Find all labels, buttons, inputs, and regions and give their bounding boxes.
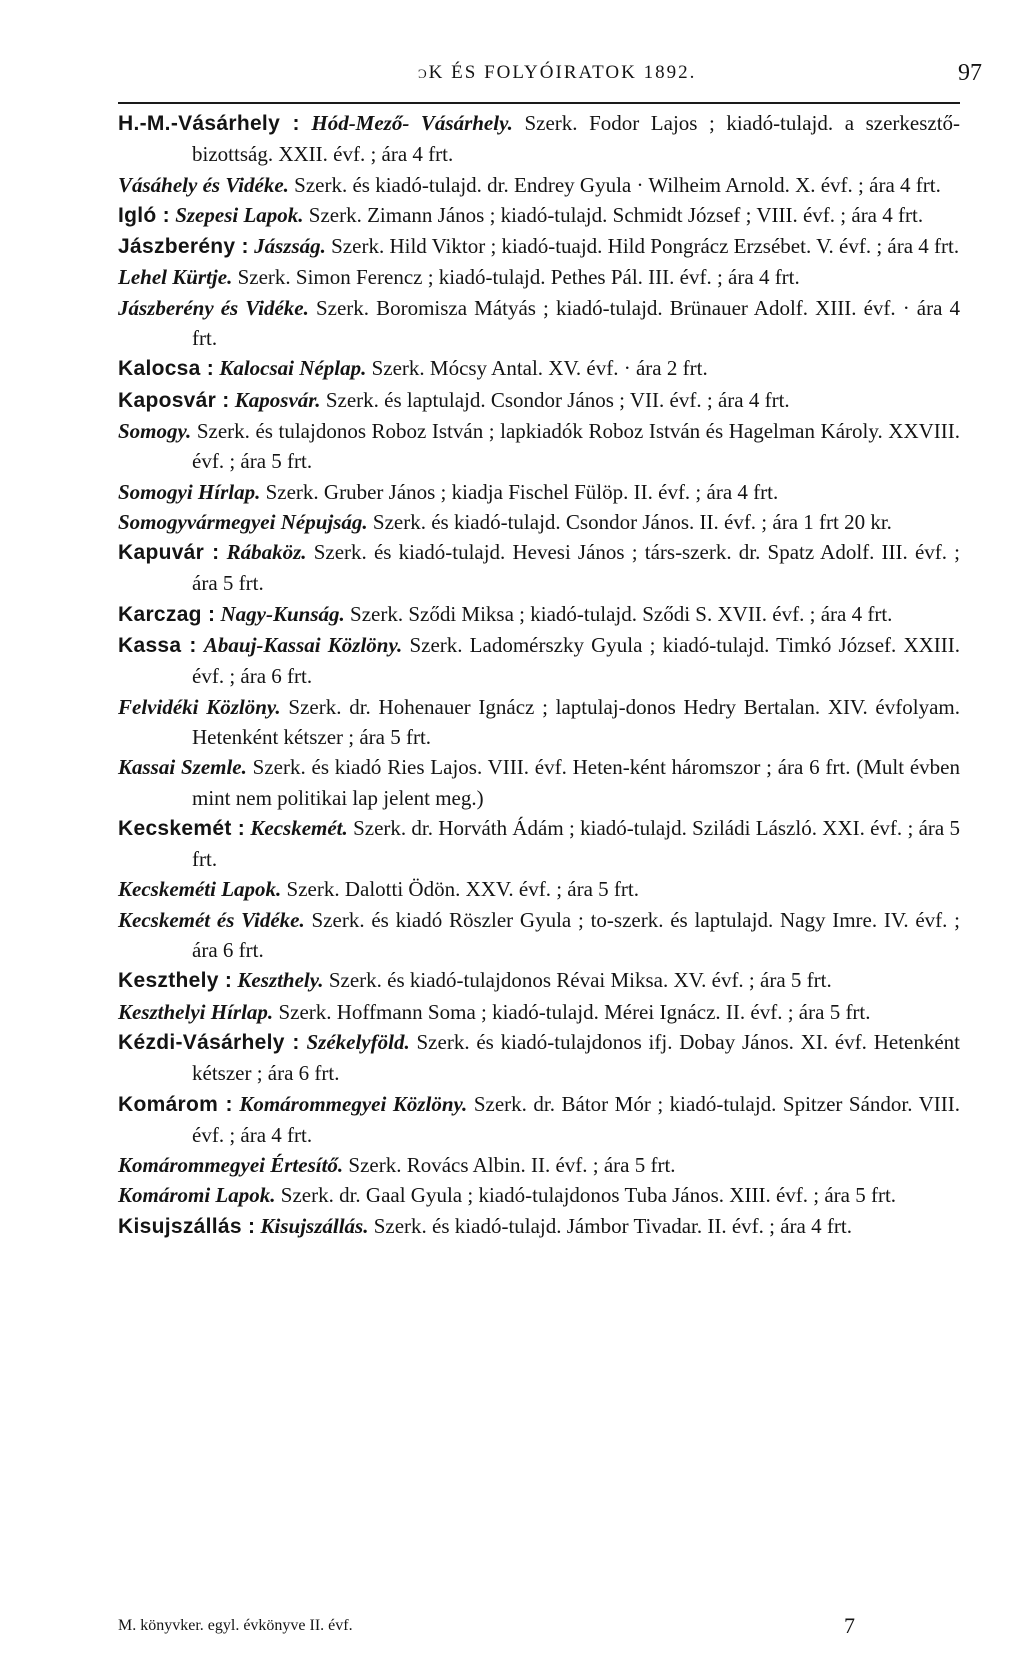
publication-title: Somogyi Hírlap. bbox=[118, 479, 261, 504]
publication-title: Székelyföld. bbox=[306, 1029, 410, 1054]
list-item bbox=[118, 477, 960, 507]
town-name: Kassa : bbox=[118, 634, 197, 658]
town-name: H.-M.-Vásárhely : bbox=[118, 112, 300, 135]
entry-details: Szerk. és tulajdonos Roboz István ; lapkiadók Roboz István és Hagelman Károly. XXVIII. évf. ; ára 5 frt. bbox=[192, 418, 961, 474]
entry-details: Szerk. Dalotti Ödön. XXV. évf. ; ára 5 frt. bbox=[286, 877, 639, 902]
town-name: Kapuvár : bbox=[118, 541, 220, 565]
list-item bbox=[118, 200, 960, 231]
town-name: Kalocsa : bbox=[118, 357, 215, 381]
footer-text: M. könyvker. egyl. évkönyve II. évf. bbox=[118, 1617, 353, 1634]
publication-title: Rábaköz. bbox=[226, 540, 307, 565]
publication-title: Komárommegyei Közlöny. bbox=[239, 1091, 468, 1116]
page-number: 97 bbox=[958, 60, 982, 86]
entry-details: Szerk. Sződi Miksa ; kiadó-tulajd. Sződi S. XVII. évf. ; ára 4 frt. bbox=[350, 601, 893, 626]
list-item bbox=[118, 293, 960, 354]
list-item bbox=[118, 1180, 960, 1210]
list-item bbox=[118, 170, 960, 200]
publication-title: Kecskeméti Lapok. bbox=[118, 877, 282, 902]
list-item bbox=[118, 1089, 960, 1151]
publication-title: Jászberény és Vidéke. bbox=[118, 295, 309, 320]
publication-title: Vásáhely és Vidéke. bbox=[118, 172, 289, 197]
town-name: Jászberény : bbox=[118, 235, 249, 259]
list-item bbox=[118, 599, 960, 630]
list-item bbox=[118, 752, 960, 813]
list-item bbox=[118, 813, 960, 875]
signature-mark: 7 bbox=[844, 1613, 855, 1638]
publication-title: Kisujszállás. bbox=[260, 1213, 369, 1238]
entry-details: Szerk. dr. Gaal Gyula ; kiadó-tulajdonos Tuba János. XIII. évf. ; ára 5 frt. bbox=[280, 1183, 897, 1208]
publication-title: Kaposvár. bbox=[234, 387, 321, 412]
list-item bbox=[118, 231, 960, 262]
list-item bbox=[118, 262, 960, 292]
publication-title: Abauj-Kassai Közlöny. bbox=[203, 633, 403, 658]
entry-details: Szerk. Fodor Lajos ; kiadó-tulajd. a szerkesztő-bizottság. XXII. évf. ; ára 4 frt. bbox=[192, 111, 961, 167]
list-item bbox=[118, 1211, 960, 1242]
entry-details: Szerk. és kiadó-tulajd. dr. Endrey Gyula · Wilheim Arnold. X. évf. ; ára 4 frt. bbox=[294, 172, 941, 197]
list-item bbox=[118, 905, 960, 966]
page-header bbox=[0, 58, 1024, 98]
entry-details: Szerk. Hild Viktor ; kiadó-tuajd. Hild Pongrácz Erzsébet. V. évf. ; ára 4 frt. bbox=[331, 234, 960, 259]
publication-title: Nagy-Kunság. bbox=[220, 601, 345, 626]
publication-title: Felvidéki Közlöny. bbox=[118, 694, 281, 719]
list-item bbox=[118, 997, 960, 1027]
entry-details: Szerk. Gruber János ; kiadja Fischel Fülöp. II. évf. ; ára 4 frt. bbox=[265, 479, 779, 504]
entry-details: Szerk. és kiadó-tulajdonos ifj. Dobay János. XI. évf. Hetenként kétszer ; ára 6 frt. bbox=[192, 1029, 961, 1086]
town-name: Igló : bbox=[118, 203, 170, 227]
entry-details: Szerk. Simon Ferencz ; kiadó-tulajd. Pethes Pál. III. évf. ; ára 4 frt. bbox=[237, 265, 800, 290]
publication-title: Somogyvármegyei Népujság. bbox=[118, 509, 368, 534]
publication-title: Komárommegyei Értesítő. bbox=[118, 1153, 344, 1178]
running-head: ɔK ÉS FOLYÓIRATOK 1892. bbox=[418, 62, 697, 83]
entry-details: Szerk. és kiadó-tulajd. Csondor János. II. évf. ; ára 1 frt 20 kr. bbox=[372, 509, 892, 534]
publication-title: Jászság. bbox=[254, 234, 326, 259]
list-item bbox=[118, 874, 960, 904]
town-name: Komárom : bbox=[118, 1092, 233, 1116]
entry-details: Szerk. Hoffmann Soma ; kiadó-tulajd. Mérei Ignácz. II. évf. ; ára 5 frt. bbox=[278, 999, 871, 1024]
entry-details: Szerk. Rovács Albin. II. évf. ; ára 5 frt. bbox=[348, 1153, 676, 1178]
publication-title: Komáromi Lapok. bbox=[118, 1183, 276, 1208]
town-name: Kaposvár : bbox=[118, 388, 230, 412]
list-item bbox=[118, 1150, 960, 1180]
page-footer bbox=[118, 1611, 960, 1641]
entry-details: Szerk. és kiadó Röszler Gyula ; to-szerk. és laptulajd. Nagy Imre. IV. évf. ; ára 6 frt. bbox=[192, 907, 961, 963]
entry-details: Szerk. Mócsy Antal. XV. évf. · ára 2 frt. bbox=[371, 356, 708, 381]
entry-details: Szerk. Ladomérszky Gyula ; kiadó-tulajd. Timkó József. XXIII. évf. ; ára 6 frt. bbox=[192, 633, 961, 689]
list-item bbox=[118, 1027, 960, 1089]
list-item bbox=[118, 385, 960, 416]
town-name: Kecskemét : bbox=[118, 816, 246, 840]
entry-details: Szerk. dr. Horváth Ádám ; kiadó-tulajd. Sziládi László. XXI. évf. ; ára 5 frt. bbox=[192, 815, 961, 872]
list-item bbox=[118, 537, 960, 599]
entry-details: Szerk. dr. Hohenauer Ignácz ; laptulaj-donos Hedry Bertalan. XIV. évfolyam. Hetenként kétszer ; ára 5 frt. bbox=[192, 694, 960, 749]
entry-details: Szerk. Zimann János ; kiadó-tulajd. Schmidt József ; VIII. évf. ; ára 4 frt. bbox=[308, 202, 924, 227]
entry-details: Szerk. és kiadó-tulajd. Jámbor Tivadar. II. évf. ; ára 4 frt. bbox=[373, 1213, 852, 1238]
header-rule bbox=[118, 102, 960, 104]
list-item bbox=[118, 108, 960, 170]
list-item bbox=[118, 353, 960, 384]
publication-title: Keszthely. bbox=[237, 968, 324, 993]
entry-details: Szerk. és kiadó-tulajdonos Révai Miksa. XV. évf. ; ára 5 frt. bbox=[328, 968, 832, 993]
town-name: Kézdi-Vásárhely : bbox=[118, 1030, 300, 1054]
list-item bbox=[118, 692, 960, 753]
list-item bbox=[118, 507, 960, 537]
entry-details: Szerk. és kiadó Ries Lajos. VIII. évf. Heten-ként háromszor ; ára 6 frt. (Mult évben mint nem politikai lap jelent meg.) bbox=[192, 755, 960, 810]
publication-title: Kassai Szemle. bbox=[118, 755, 247, 780]
publication-title: Kecskemét és Vidéke. bbox=[118, 907, 305, 932]
publication-title: Kalocsai Néplap. bbox=[219, 356, 367, 381]
publication-title: Keszthelyi Hírlap. bbox=[118, 999, 274, 1024]
list-item bbox=[118, 416, 960, 477]
entry-details: Szerk. és kiadó-tulajd. Hevesi János ; társ-szerk. dr. Spatz Adolf. III. évf. ; ára 5 frt. bbox=[192, 540, 960, 596]
list-item bbox=[118, 965, 960, 996]
entry-details: Szerk. dr. Bátor Mór ; kiadó-tulajd. Spitzer Sándor. VIII. évf. ; ára 4 frt. bbox=[192, 1091, 961, 1147]
town-name: Keszthely : bbox=[118, 969, 233, 993]
town-name: Kisujszállás : bbox=[118, 1214, 256, 1238]
publication-title: Kecskemét. bbox=[250, 815, 348, 840]
list-item bbox=[118, 630, 960, 692]
entry-details: Szerk. Boromisza Mátyás ; kiadó-tulajd. Brünauer Adolf. XIII. évf. · ára 4 frt. bbox=[192, 295, 960, 351]
newspaper-list bbox=[118, 108, 960, 1242]
town-name: Karczag : bbox=[118, 602, 216, 626]
publication-title: Lehel Kürtje. bbox=[118, 265, 233, 290]
entry-details: Szerk. és laptulajd. Csondor János ; VII. évf. ; ára 4 frt. bbox=[325, 387, 790, 412]
publication-title: Somogy. bbox=[118, 418, 192, 443]
publication-title: Szepesi Lapok. bbox=[175, 202, 304, 227]
publication-title: Hód-Mező- Vásárhely. bbox=[311, 111, 513, 135]
